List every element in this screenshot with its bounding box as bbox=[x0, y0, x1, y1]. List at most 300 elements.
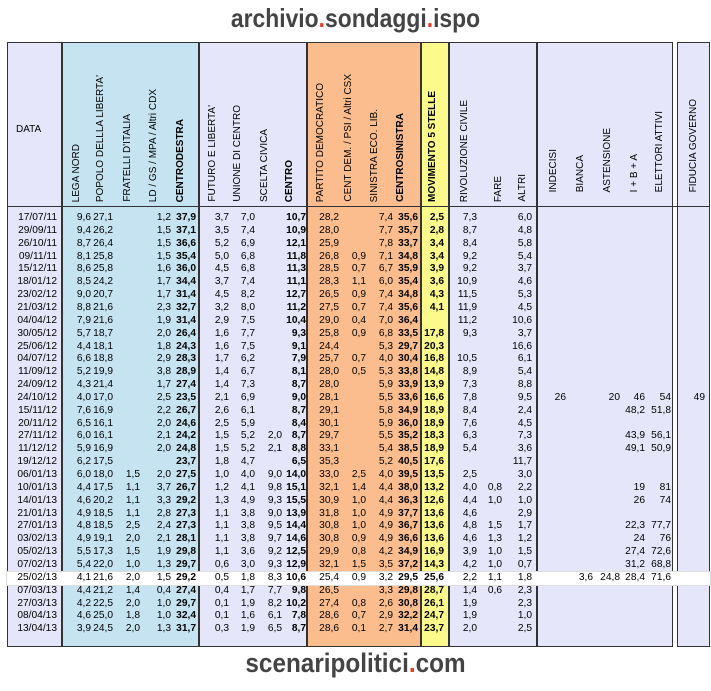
cell-udc: 7,7 bbox=[240, 327, 255, 339]
cell-elettori: 51,8 bbox=[651, 404, 671, 416]
cell-fli: 1,6 bbox=[214, 327, 229, 339]
cell-pdl: 18,5 bbox=[93, 520, 113, 532]
header-ld: LD / GS / MPA / Altri CDX bbox=[148, 88, 159, 202]
cell-csx: 29,8 bbox=[398, 584, 418, 596]
cell-lega: 4,3 bbox=[76, 379, 91, 391]
cell-rc: 8,4 bbox=[462, 237, 477, 249]
cell-m5s: 25,6 bbox=[424, 571, 444, 583]
cell-rc: 10,9 bbox=[457, 276, 477, 288]
cell-ld: 2,4 bbox=[156, 520, 171, 532]
cell-fli: 2,6 bbox=[214, 404, 229, 416]
cell-fdi: 1,8 bbox=[125, 610, 140, 622]
cell-date: 26/10/11 bbox=[18, 237, 57, 249]
cell-rc: 8,7 bbox=[462, 224, 477, 236]
cell-rc: 2,0 bbox=[462, 623, 477, 635]
table-row bbox=[7, 328, 710, 341]
cell-fli: 0,1 bbox=[214, 610, 229, 622]
cell-csx: 40,5 bbox=[398, 456, 418, 468]
cell-pdl: 16,9 bbox=[93, 443, 113, 455]
cell-date: 21/03/12 bbox=[17, 301, 57, 313]
cell-rc: 4,6 bbox=[462, 533, 477, 545]
header-bianca: BIANCA bbox=[575, 154, 586, 192]
cell-m5s: 13,6 bbox=[424, 507, 444, 519]
cell-ld: 2,1 bbox=[156, 430, 171, 442]
cell-date: 11/12/12 bbox=[18, 443, 57, 455]
cell-m5s: 18,9 bbox=[424, 417, 444, 429]
cell-centro: 8,7 bbox=[291, 430, 306, 442]
table-row bbox=[7, 495, 710, 508]
cell-fdi: 1,5 bbox=[125, 469, 140, 480]
cell-elettori: 81 bbox=[659, 481, 671, 493]
cell-sc: 7,7 bbox=[267, 584, 282, 596]
cell-centro: 12,9 bbox=[286, 558, 306, 570]
table-row bbox=[7, 443, 710, 456]
cell-m5s: 28,7 bbox=[424, 584, 444, 596]
cell-ld: 1,6 bbox=[156, 263, 171, 275]
cell-elettori: 68,8 bbox=[651, 558, 671, 570]
cell-centro: 9,0 bbox=[291, 391, 306, 403]
cell-altri: 6,0 bbox=[517, 212, 532, 223]
cell-fiducia: 49 bbox=[693, 391, 705, 403]
cell-cdx: 27,3 bbox=[176, 507, 196, 519]
cell-centro: 7,8 bbox=[291, 610, 306, 622]
cell-fare: 1,0 bbox=[487, 558, 502, 570]
cell-pdl: 18,7 bbox=[93, 327, 113, 339]
cell-fli: 1,4 bbox=[214, 379, 229, 391]
cell-centro: 11,3 bbox=[286, 263, 306, 275]
cell-pd: 25,7 bbox=[319, 353, 339, 365]
cell-lega: 7,9 bbox=[76, 314, 91, 326]
cell-lega: 5,2 bbox=[76, 366, 91, 378]
cell-csx: 35,4 bbox=[398, 276, 418, 288]
cell-fare: 1,1 bbox=[487, 571, 502, 583]
cell-pdl: 16,1 bbox=[93, 417, 113, 429]
cell-ld: 1,7 bbox=[156, 276, 171, 288]
cell-cdx: 28,9 bbox=[176, 366, 196, 378]
cell-ld: 1,7 bbox=[156, 289, 171, 301]
cell-fli: 5,2 bbox=[214, 237, 229, 249]
cell-cdx: 36,0 bbox=[176, 263, 196, 275]
cell-csx: 37,2 bbox=[398, 558, 418, 570]
cell-pd: 28,1 bbox=[319, 391, 339, 403]
cell-lega: 6,2 bbox=[76, 456, 91, 468]
cell-sel: 3,2 bbox=[378, 571, 393, 583]
cell-csx: 36,3 bbox=[398, 494, 418, 506]
cell-altri: 10,6 bbox=[512, 314, 532, 326]
cell-elettori: 72,6 bbox=[651, 546, 671, 558]
cell-udc: 6,7 bbox=[240, 366, 255, 378]
cell-altri: 1,0 bbox=[517, 494, 532, 506]
cell-altri: 4,6 bbox=[517, 276, 532, 288]
cell-csx: 35,6 bbox=[398, 212, 418, 223]
cell-pd: 33,0 bbox=[319, 469, 339, 480]
cell-rc: 3,9 bbox=[462, 546, 477, 558]
cell-elettori: 50,9 bbox=[651, 443, 671, 455]
cell-cdem: 0,9 bbox=[351, 250, 366, 262]
header-centrosinistra: CENTROSINISTRA bbox=[395, 113, 406, 202]
cell-fli: 1,7 bbox=[214, 353, 229, 365]
cell-sel: 4,0 bbox=[378, 353, 393, 365]
cell-lega: 3,9 bbox=[76, 623, 91, 635]
cell-sel: 4,4 bbox=[378, 494, 393, 506]
cell-fdi: 1,1 bbox=[125, 481, 140, 493]
cell-csx: 35,9 bbox=[398, 263, 418, 275]
table-row bbox=[7, 456, 710, 469]
cell-ibma: 26 bbox=[633, 494, 645, 506]
cell-elettori: 76 bbox=[659, 533, 671, 545]
cell-altri: 3,7 bbox=[517, 327, 532, 339]
cell-sel: 3,3 bbox=[378, 584, 393, 596]
cell-pd: 32,1 bbox=[319, 481, 339, 493]
cell-cdx: 27,5 bbox=[176, 469, 196, 480]
cell-altri: 2,3 bbox=[517, 597, 532, 609]
cell-centro: 11,8 bbox=[286, 250, 306, 262]
cell-sel: 7,8 bbox=[378, 237, 393, 249]
cell-lega: 4,0 bbox=[76, 391, 91, 403]
cell-csx: 35,2 bbox=[398, 430, 418, 442]
cell-m5s: 16,6 bbox=[424, 391, 444, 403]
cell-lega: 4,4 bbox=[76, 584, 91, 596]
cell-pd: 28,6 bbox=[319, 623, 339, 635]
cell-date: 24/10/12 bbox=[17, 391, 57, 403]
cell-csx: 31,4 bbox=[398, 623, 418, 635]
cell-centro: 11,2 bbox=[286, 301, 306, 313]
cell-csx: 33,7 bbox=[398, 237, 418, 249]
cell-m5s: 12,6 bbox=[424, 494, 444, 506]
cell-rc: 7,8 bbox=[462, 391, 477, 403]
cell-lega: 7,6 bbox=[76, 404, 91, 416]
header-elettori-attivi: ELETTORI ATTIVI bbox=[654, 110, 665, 192]
header-altri: ALTRI bbox=[517, 174, 528, 202]
cell-date: 03/02/13 bbox=[17, 533, 57, 545]
cell-m5s: 3,6 bbox=[429, 276, 444, 288]
table-row bbox=[7, 482, 710, 495]
cell-pd: 25,9 bbox=[319, 237, 339, 249]
cell-cdx: 31,7 bbox=[176, 623, 196, 635]
cell-ld: 1,9 bbox=[156, 546, 171, 558]
cell-fli: 1,3 bbox=[214, 494, 229, 506]
table-row bbox=[7, 533, 710, 546]
cell-fdi: 2,0 bbox=[125, 533, 140, 545]
cell-pdl: 21,2 bbox=[93, 584, 113, 596]
cell-udc: 6,8 bbox=[240, 263, 255, 275]
cell-ibma: 48,2 bbox=[625, 404, 645, 416]
cell-cdem: 2,5 bbox=[351, 469, 366, 480]
cell-cdx: 23,7 bbox=[176, 456, 196, 468]
table-row bbox=[7, 315, 710, 328]
cell-elettori: 74 bbox=[659, 494, 671, 506]
cell-rc: 2,5 bbox=[462, 469, 477, 480]
table-row bbox=[7, 225, 710, 238]
cell-ld: 1,2 bbox=[156, 212, 171, 223]
cell-indecisi: 26 bbox=[554, 391, 566, 403]
cell-ld: 2,0 bbox=[156, 469, 171, 480]
cell-ibma: 22,3 bbox=[625, 520, 645, 532]
cell-altri: 11,7 bbox=[512, 456, 532, 468]
cell-centro: 12,7 bbox=[286, 289, 306, 301]
cell-sel: 4,9 bbox=[378, 507, 393, 519]
cell-udc: 1,8 bbox=[240, 571, 255, 583]
cell-m5s: 13,2 bbox=[424, 481, 444, 493]
table-row bbox=[7, 276, 710, 289]
cell-csx: 34,8 bbox=[398, 289, 418, 301]
cell-altri: 2,4 bbox=[517, 404, 532, 416]
cell-altri: 9,5 bbox=[517, 391, 532, 403]
cell-cdx: 36,6 bbox=[176, 237, 196, 249]
cell-sel: 5,9 bbox=[378, 417, 393, 429]
cell-fli: 2,1 bbox=[214, 391, 229, 403]
cell-cdem: 0,7 bbox=[351, 610, 366, 622]
cell-sel: 2,7 bbox=[378, 623, 393, 635]
cell-rc: 8,4 bbox=[462, 404, 477, 416]
cell-fli: 0,3 bbox=[214, 623, 229, 635]
cell-sel: 4,4 bbox=[378, 481, 393, 493]
cell-csx: 36,4 bbox=[398, 314, 418, 326]
cell-fli: 1,1 bbox=[214, 520, 229, 532]
header-rivoluzione-civile: RIVOLUZIONE CIVILE bbox=[459, 99, 470, 202]
cell-cdem: 1,0 bbox=[351, 520, 366, 532]
cell-sel: 4,9 bbox=[378, 533, 393, 545]
cell-cdem: 1,4 bbox=[351, 481, 366, 493]
cell-sel: 7,7 bbox=[378, 224, 393, 236]
table-row bbox=[7, 508, 710, 521]
cell-altri: 4,5 bbox=[517, 301, 532, 313]
cell-csx: 29,7 bbox=[398, 340, 418, 352]
cell-ld: 1,5 bbox=[156, 571, 171, 583]
cell-date: 11/09/12 bbox=[18, 366, 57, 378]
cell-cdx: 37,9 bbox=[176, 212, 196, 223]
cell-centro: 8,8 bbox=[291, 443, 306, 455]
cell-pdl: 26,4 bbox=[93, 237, 113, 249]
table-row bbox=[7, 302, 710, 315]
cell-ibma: 19 bbox=[633, 481, 645, 493]
cell-altri: 2,3 bbox=[517, 584, 532, 596]
cell-pdl: 25,8 bbox=[93, 250, 113, 262]
cell-pd: 28,3 bbox=[319, 276, 339, 288]
cell-csx: 30,8 bbox=[398, 597, 418, 609]
cell-centro: 10,6 bbox=[286, 571, 306, 583]
cell-cdx: 34,4 bbox=[176, 276, 196, 288]
cell-udc: 4,1 bbox=[240, 481, 255, 493]
cell-udc: 4,0 bbox=[240, 469, 255, 480]
cell-csx: 33,9 bbox=[398, 379, 418, 391]
cell-csx: 36,6 bbox=[398, 533, 418, 545]
cell-pd: 26,5 bbox=[319, 289, 339, 301]
cell-centro: 8,7 bbox=[291, 404, 306, 416]
cell-m5s: 14,8 bbox=[424, 366, 444, 378]
cell-fdi: 1,0 bbox=[125, 558, 140, 570]
cell-m5s: 17,6 bbox=[424, 456, 444, 468]
cell-pdl: 17,5 bbox=[93, 456, 113, 468]
cell-m5s: 4,1 bbox=[429, 301, 444, 313]
cell-csx: 38,0 bbox=[398, 481, 418, 493]
cell-cdem: 0,8 bbox=[351, 546, 366, 558]
cell-rc: 4,0 bbox=[462, 481, 477, 493]
cell-udc: 5,9 bbox=[240, 417, 255, 429]
cell-date: 05/02/13 bbox=[17, 546, 57, 558]
cell-pdl: 17,5 bbox=[93, 481, 113, 493]
cell-ld: 2,9 bbox=[156, 353, 171, 365]
cell-date: 15/12/11 bbox=[18, 263, 57, 275]
cell-rc: 10,5 bbox=[457, 353, 477, 365]
cell-cdx: 35,4 bbox=[176, 250, 196, 262]
cell-rc: 11,9 bbox=[457, 301, 477, 313]
cell-date: 15/11/12 bbox=[18, 404, 57, 416]
cell-m5s: 23,7 bbox=[424, 623, 444, 635]
cell-csx: 33,5 bbox=[398, 327, 418, 339]
cell-date: 23/02/12 bbox=[17, 289, 57, 301]
table-row bbox=[7, 251, 710, 264]
cell-centro: 12,1 bbox=[286, 237, 306, 249]
cell-udc: 1,7 bbox=[240, 584, 255, 596]
cell-udc: 6,8 bbox=[240, 250, 255, 262]
poll-table bbox=[7, 42, 710, 647]
cell-centro: 13,9 bbox=[286, 507, 306, 519]
cell-udc: 7,4 bbox=[240, 276, 255, 288]
cell-udc: 8,0 bbox=[240, 301, 255, 313]
cell-m5s: 18,3 bbox=[424, 430, 444, 442]
cell-fli: 1,0 bbox=[214, 469, 229, 480]
cell-lega: 6,5 bbox=[76, 417, 91, 429]
cell-centro: 8,1 bbox=[291, 366, 306, 378]
cell-pd: 27,4 bbox=[319, 597, 339, 609]
table-row bbox=[7, 212, 710, 225]
cell-cdx: 26,4 bbox=[176, 327, 196, 339]
cell-m5s: 2,5 bbox=[429, 212, 444, 223]
cell-sc: 2,0 bbox=[267, 430, 282, 442]
cell-ibma: 28,4 bbox=[625, 571, 645, 583]
cell-fli: 0,6 bbox=[214, 558, 229, 570]
cell-sel: 7,4 bbox=[378, 301, 393, 313]
cell-rc: 7,3 bbox=[462, 212, 477, 223]
cell-altri: 7,3 bbox=[517, 430, 532, 442]
cell-altri: 1,5 bbox=[517, 546, 532, 558]
cell-fare: 1,5 bbox=[487, 520, 502, 532]
header-ibma: I + B + A bbox=[629, 153, 640, 192]
cell-pd: 30,1 bbox=[319, 417, 339, 429]
cell-fdi: 1,5 bbox=[125, 546, 140, 558]
cell-csx: 30,4 bbox=[398, 353, 418, 365]
cell-udc: 8,2 bbox=[240, 289, 255, 301]
cell-ibma: 43,9 bbox=[625, 430, 645, 442]
table-row bbox=[7, 585, 710, 598]
cell-pd: 29,1 bbox=[319, 404, 339, 416]
header-sel: SINISTRA ECO. LIB. bbox=[369, 108, 380, 202]
cell-centro: 10,4 bbox=[286, 314, 306, 326]
cell-rc: 1,4 bbox=[462, 584, 477, 596]
cell-sel: 2,9 bbox=[378, 610, 393, 622]
cell-udc: 7,0 bbox=[240, 212, 255, 223]
cell-date: 29/09/11 bbox=[18, 224, 57, 236]
cell-rc: 4,6 bbox=[462, 507, 477, 519]
cell-fli: 0,4 bbox=[214, 584, 229, 596]
cell-centro: 14,6 bbox=[286, 533, 306, 545]
cell-date: 20/11/12 bbox=[18, 417, 57, 429]
cell-pd: 27,5 bbox=[319, 301, 339, 313]
header-astensione: ASTENSIONE bbox=[602, 127, 613, 192]
cell-pd: 28,2 bbox=[319, 212, 339, 223]
cell-pd: 28,6 bbox=[319, 610, 339, 622]
cell-udc: 5,2 bbox=[240, 443, 255, 455]
cell-cdx: 29,2 bbox=[176, 494, 196, 506]
cell-fli: 3,7 bbox=[214, 276, 229, 288]
cell-fare: 1,3 bbox=[487, 533, 502, 545]
cell-ld: 2,5 bbox=[156, 391, 171, 403]
cell-altri: 5,4 bbox=[517, 250, 532, 262]
cell-cdx: 28,1 bbox=[176, 533, 196, 545]
cell-udc: 4,9 bbox=[240, 494, 255, 506]
cell-cdem: 0,7 bbox=[351, 263, 366, 275]
cell-pdl: 25,8 bbox=[93, 263, 113, 275]
cell-fdi: 2,0 bbox=[125, 597, 140, 609]
cell-altri: 0,7 bbox=[517, 558, 532, 570]
cell-cdx: 27,4 bbox=[176, 379, 196, 391]
cell-sel: 2,6 bbox=[378, 597, 393, 609]
cell-udc: 3,8 bbox=[240, 507, 255, 519]
cell-pd: 30,8 bbox=[319, 520, 339, 532]
cell-m5s: 2,8 bbox=[429, 224, 444, 236]
cell-rc: 5,4 bbox=[462, 443, 477, 455]
cell-sc: 9,7 bbox=[267, 533, 282, 545]
cell-lega: 6,0 bbox=[76, 469, 91, 480]
cell-date: 06/01/13 bbox=[17, 469, 57, 480]
cell-altri: 1,8 bbox=[517, 571, 532, 583]
cell-lega: 8,6 bbox=[76, 263, 91, 275]
cell-pdl: 21,6 bbox=[93, 301, 113, 313]
cell-pdl: 27,1 bbox=[93, 212, 113, 223]
cell-fli: 3,7 bbox=[214, 212, 229, 223]
cell-udc: 7,4 bbox=[240, 224, 255, 236]
cell-sel: 6,8 bbox=[378, 327, 393, 339]
cell-ld: 1,5 bbox=[156, 237, 171, 249]
cell-lega: 5,7 bbox=[76, 327, 91, 339]
cell-udc: 6,9 bbox=[240, 391, 255, 403]
cell-sel: 7,4 bbox=[378, 289, 393, 301]
cell-pd: 25,8 bbox=[319, 327, 339, 339]
cell-date: 04/07/12 bbox=[17, 353, 57, 365]
cell-m5s: 24,7 bbox=[424, 610, 444, 622]
cell-centro: 14,0 bbox=[286, 469, 306, 480]
cell-centro: 9,8 bbox=[291, 584, 306, 596]
cell-udc: 1,9 bbox=[240, 597, 255, 609]
cell-udc: 7,3 bbox=[240, 379, 255, 391]
cell-csx: 38,5 bbox=[398, 443, 418, 455]
cell-ibma: 49,1 bbox=[625, 443, 645, 455]
cell-astensione: 24,8 bbox=[600, 571, 620, 583]
cell-centro: 10,7 bbox=[286, 212, 306, 223]
cell-pdl: 19,9 bbox=[93, 366, 113, 378]
cell-lega: 8,7 bbox=[76, 237, 91, 249]
cell-lega: 6,0 bbox=[76, 430, 91, 442]
cell-ibma: 24 bbox=[633, 533, 645, 545]
cell-cdx: 24,2 bbox=[176, 430, 196, 442]
cell-rc: 7,6 bbox=[462, 417, 477, 429]
header-fare: FARE bbox=[493, 175, 504, 202]
header-scelta-civica: SCELTA CIVICA bbox=[259, 129, 270, 202]
cell-ld: 2,0 bbox=[156, 327, 171, 339]
cell-udc: 3,8 bbox=[240, 520, 255, 532]
cell-rc: 1,9 bbox=[462, 597, 477, 609]
cell-pdl: 24,5 bbox=[93, 623, 113, 635]
header-lega-nord: LEGA NORD bbox=[71, 143, 82, 202]
cell-centro: 8,4 bbox=[291, 417, 306, 429]
cell-altri: 1,7 bbox=[517, 520, 532, 532]
cell-m5s: 16,8 bbox=[424, 353, 444, 365]
cell-rc: 1,9 bbox=[462, 610, 477, 622]
cell-cdx: 27,4 bbox=[176, 584, 196, 596]
cell-cdx: 31,4 bbox=[176, 314, 196, 326]
cell-sc: 9,0 bbox=[267, 469, 282, 480]
